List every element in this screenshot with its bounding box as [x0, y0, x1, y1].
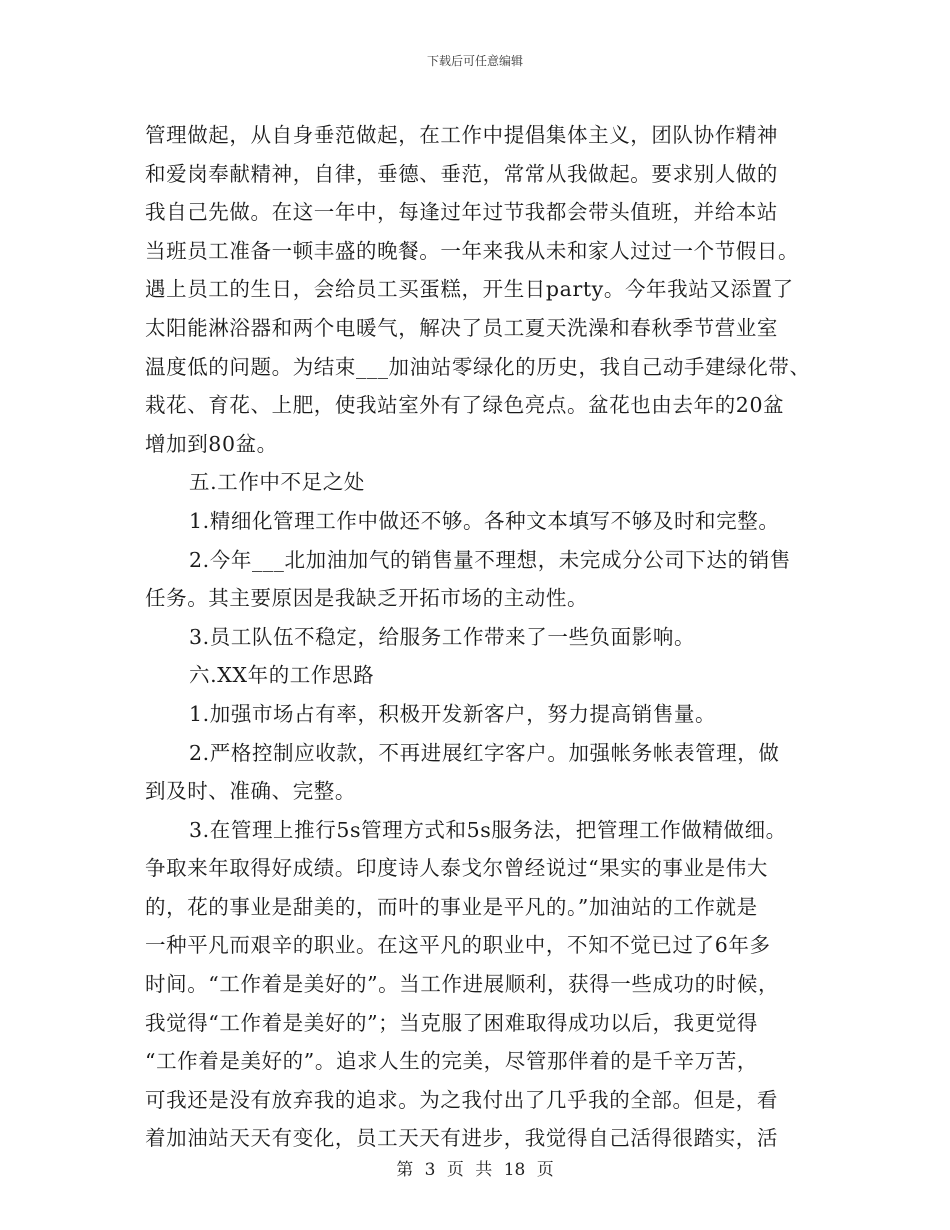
document-body: [145, 116, 825, 1158]
body-line: 增加到80盆。: [145, 431, 278, 456]
body-line: 可我还是没有放弃我的追求。为之我付出了几乎我的全部。但是，看: [145, 1087, 778, 1112]
body-line: 任务。其主要原因是我缺乏开拓市场的主动性。: [145, 586, 589, 611]
page-header: 下载后可任意编辑: [426, 54, 523, 68]
body-line: 到及时、准确、完整。: [145, 779, 356, 804]
body-line: 栽花、育花、上肥，使我站室外有了绿色亮点。盆花也由去年的20盆: [145, 393, 785, 418]
list-item: 2.今年___北加油加气的销售量不理想，未完成分公司下达的销售: [189, 547, 791, 572]
list-item: 1.精细化管理工作中做还不够。各种文本填写不够及时和完整。: [189, 508, 780, 533]
body-line: 管理做起，从自身垂范做起，在工作中提倡集体主义，团队协作精神: [145, 123, 778, 147]
list-item: 1.加强市场占有率，积极开发新客户，努力提高销售量。: [189, 701, 717, 726]
body-line: 我自己先做。在这一年中，每逢过年过节我都会带头值班，并给本站: [145, 200, 778, 225]
body-line: 争取来年取得好成绩。印度诗人泰戈尔曾经说过“果实的事业是伟大: [145, 856, 768, 881]
list-item: 2.严格控制应收款，不再进展红字客户。加强帐务帐表管理，做: [189, 740, 780, 765]
body-line: 一种平凡而艰辛的职业。在这平凡的职业中，不知不觉已过了6年多: [145, 933, 771, 958]
section-heading: 六.XX年的工作思路: [189, 663, 375, 688]
body-line: 当班员工准备一顿丰盛的晚餐。一年来我从未和家人过过一个节假日。: [145, 238, 800, 263]
list-item: 3.在管理上推行5s管理方式和5s服务法，把管理工作做精做细。: [189, 817, 787, 842]
body-line: 太阳能淋浴器和两个电暖气，解决了员工夏天洗澡和春秋季节营业室: [145, 315, 778, 340]
body-line: 的，花的事业是甜美的，而叶的事业是平凡的。”加油站的工作就是: [145, 894, 758, 919]
body-line: 我觉得“工作着是美好的”；当克服了困难取得成功以后，我更觉得: [145, 1010, 758, 1035]
page-footer: 第 3 页 共 18 页: [396, 1160, 554, 1180]
body-line: 遇上员工的生日，会给员工买蛋糕，开生日party。今年我站又添置了: [145, 277, 794, 302]
section-heading: 五.工作中不足之处: [189, 470, 365, 495]
body-line: 和爱岗奉献精神，自律，垂德、垂范，常常从我做起。要求别人做的: [145, 161, 778, 186]
body-line: 着加油站天天有变化，员工天天有进步，我觉得自己活得很踏实，活: [145, 1126, 778, 1151]
body-line: “工作着是美好的”。追求人生的完美，尽管那伴着的是千辛万苦，: [145, 1049, 758, 1074]
body-line: 时间。“工作着是美好的”。当工作进展顺利，获得一些成功的时候，: [145, 972, 780, 997]
body-line: 温度低的问题。为结束___加油站零绿化的历史，我自己动手建绿化带、: [145, 354, 811, 379]
list-item: 3.员工队伍不稳定，给服务工作带来了一些负面影响。: [189, 624, 696, 649]
